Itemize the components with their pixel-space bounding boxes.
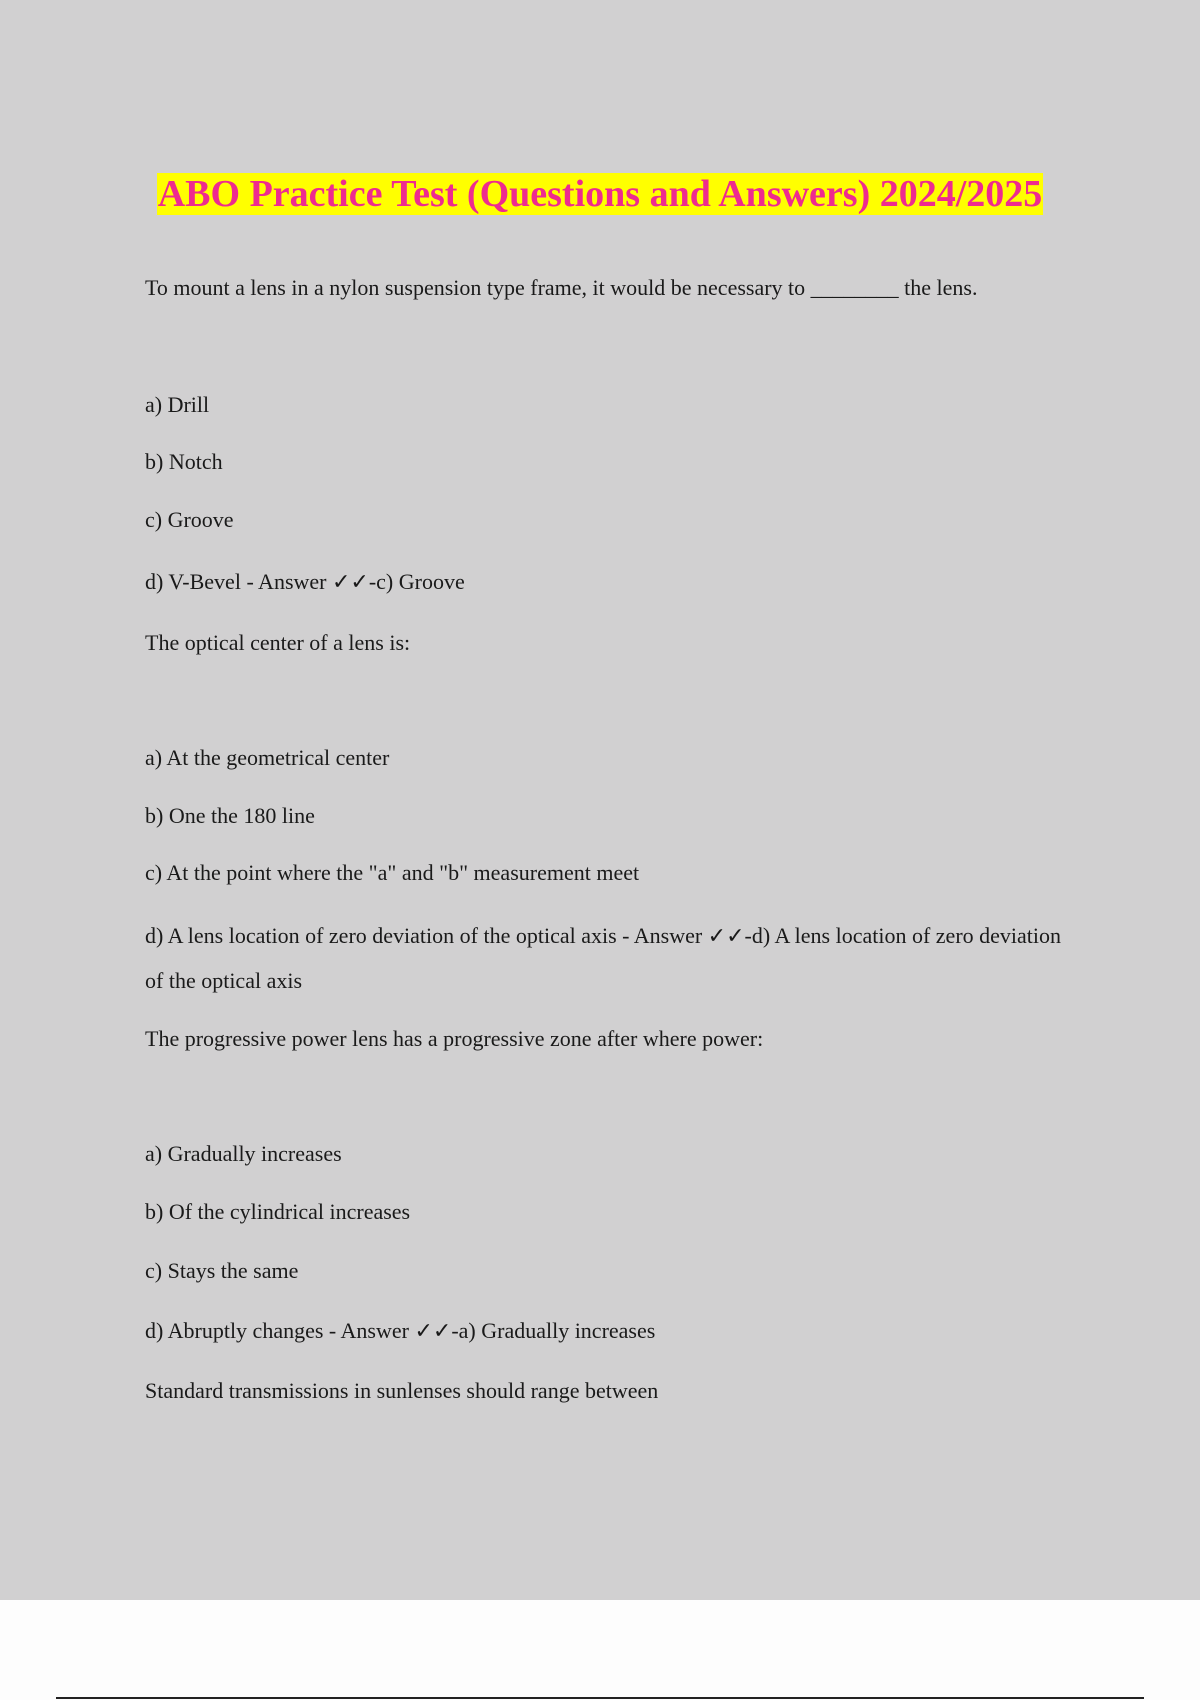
question-1-option-a: a) Drill [145,392,210,417]
question-2: The optical center of a lens is: [145,630,411,655]
question-3-option-a: a) Gradually increases [145,1141,342,1166]
question-2-option-b: b) One the 180 line [145,803,315,828]
question-4: Standard transmissions in sunlenses should range between [145,1378,659,1403]
document-title-text: ABO Practice Test (Questions and Answers) 2024/2025 [157,173,1043,215]
page-footer [0,1600,1200,1700]
question-1-option-b: b) Notch [145,449,223,474]
question-2-option-c: c) At the point where the "a" and "b" measurement meet [145,860,640,885]
question-3-option-d-answer: d) Abruptly changes - Answer ✓✓-a) Gradually increases [145,1318,656,1343]
question-3-option-b: b) Of the cylindrical increases [145,1199,411,1224]
question-1-option-d-answer: d) V-Bevel - Answer ✓✓-c) Groove [145,569,465,594]
footer-divider [56,1697,1144,1699]
question-1-option-c: c) Groove [145,507,234,532]
question-2-option-d-answer: d) A lens location of zero deviation of the optical axis - Answer ✓✓-d) A lens location of zero deviation of the optical axis [145,923,1062,993]
document-title [0,170,1200,218]
question-3-option-c: c) Stays the same [145,1258,299,1283]
question-1: To mount a lens in a nylon suspension type frame, it would be necessary to ________ the lens. [145,275,978,300]
question-3: The progressive power lens has a progressive zone after where power: [145,1026,764,1051]
question-2-option-a: a) At the geometrical center [145,745,390,770]
